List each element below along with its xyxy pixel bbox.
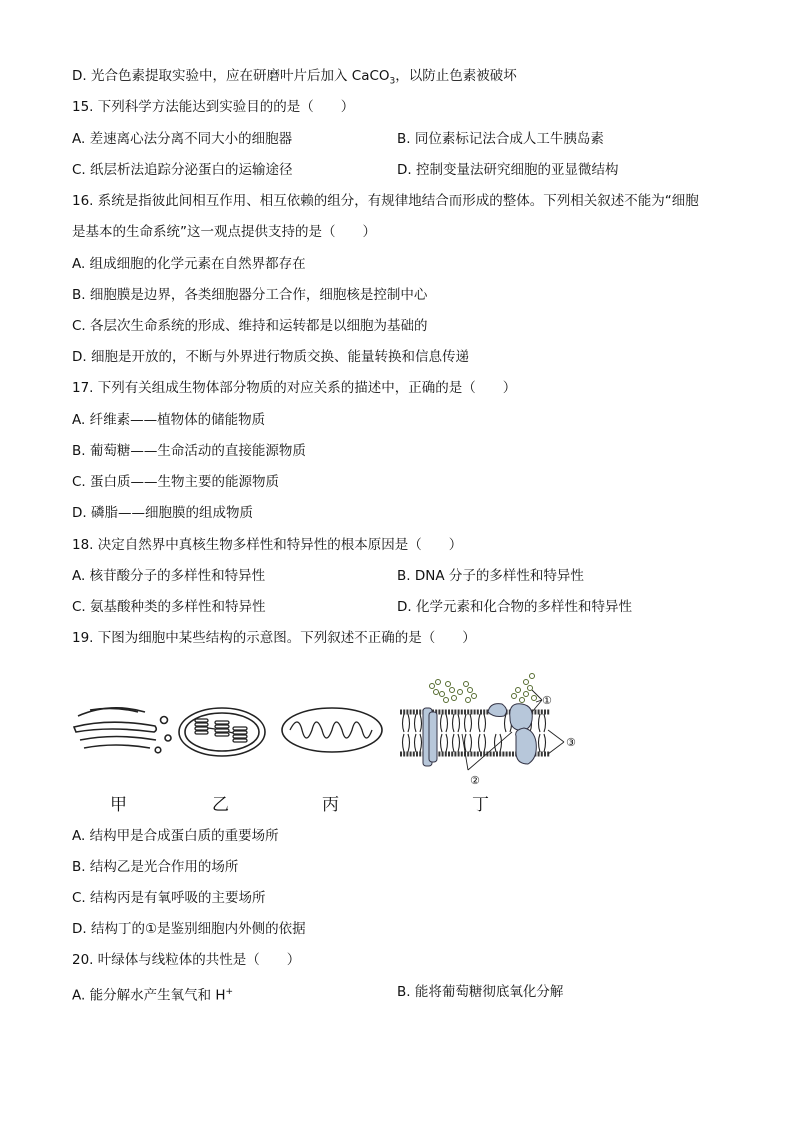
q16-stem-line2: 是基本的生命系统”这一观点提供支持的是（ ） bbox=[72, 224, 376, 240]
q14-option-d: D. 光合色素提取实验中，应在研磨叶片后加入 CaCO$_3$，以防止色素被破坏 bbox=[72, 68, 517, 87]
mitochondrion-drawing bbox=[282, 708, 382, 752]
q18-option-c: C. 氨基酸种类的多样性和特异性 bbox=[72, 599, 266, 615]
q19-option-d: D. 结构丁的①是鉴别细胞内外侧的依据 bbox=[72, 921, 306, 937]
cell-membrane-drawing bbox=[400, 674, 564, 771]
q18-stem: 18. 决定自然界中真核生物多样性和特异性的根本原因是（ ） bbox=[72, 537, 463, 553]
chloroplast-drawing bbox=[179, 708, 265, 756]
q20-stem: 20. 叶绿体与线粒体的共性是（ ） bbox=[72, 952, 301, 968]
q18-option-b: B. DNA 分子的多样性和特异性 bbox=[397, 568, 584, 584]
q16-option-c: C. 各层次生命系统的形成、维持和运转都是以细胞为基础的 bbox=[72, 318, 428, 334]
q16-option-a: A. 组成细胞的化学元素在自然界都存在 bbox=[72, 256, 306, 272]
q17-option-d: D. 磷脂——细胞膜的组成物质 bbox=[72, 505, 253, 521]
q17-option-b: B. 葡萄糖——生命活动的直接能源物质 bbox=[72, 443, 306, 459]
q15-option-a: A. 差速离心法分离不同大小的细胞器 bbox=[72, 131, 293, 147]
figure-label-yi: 乙 bbox=[212, 795, 229, 815]
q20-option-a: A. 能分解水产生氧气和 H+ bbox=[72, 987, 234, 1004]
q18-option-d: D. 化学元素和化合物的多样性和特异性 bbox=[397, 599, 632, 615]
q15-stem: 15. 下列科学方法能达到实验目的的是（ ） bbox=[72, 99, 355, 115]
q16-stem-line1: 16. 系统是指彼此间相互作用、相互依赖的组分，有规律地结合而形成的整体。下列相关叙述不能为“细胞 bbox=[72, 193, 699, 209]
callout-3: ③ bbox=[566, 736, 576, 749]
q19-option-a: A. 结构甲是合成蛋白质的重要场所 bbox=[72, 828, 279, 844]
q19-option-c: C. 结构丙是有氧呼吸的主要场所 bbox=[72, 890, 266, 906]
q17-option-c: C. 蛋白质——生物主要的能源物质 bbox=[72, 474, 280, 490]
q17-option-a: A. 纤维素——植物体的储能物质 bbox=[72, 412, 266, 428]
q15-option-d: D. 控制变量法研究细胞的亚显微结构 bbox=[397, 162, 619, 178]
q16-option-b: B. 细胞膜是边界，各类细胞器分工合作，细胞核是控制中心 bbox=[72, 287, 428, 303]
figure-label-bing: 丙 bbox=[322, 795, 339, 815]
q17-stem: 17. 下列有关组成生物体部分物质的对应关系的描述中，正确的是（ ） bbox=[72, 380, 517, 396]
q16-option-d: D. 细胞是开放的，不断与外界进行物质交换、能量转换和信息传递 bbox=[72, 349, 469, 365]
figure-label-jia: 甲 bbox=[110, 795, 127, 815]
figure-label-ding: 丁 bbox=[472, 795, 489, 815]
q20-option-b: B. 能将葡萄糖彻底氧化分解 bbox=[397, 984, 564, 1000]
q18-option-a: A. 核苷酸分子的多样性和特异性 bbox=[72, 568, 266, 584]
callout-2: ② bbox=[470, 774, 480, 787]
golgi-apparatus-drawing bbox=[74, 708, 171, 753]
q19-stem: 19. 下图为细胞中某些结构的示意图。下列叙述不正确的是（ ） bbox=[72, 630, 476, 646]
q19-option-b: B. 结构乙是光合作用的场所 bbox=[72, 859, 239, 875]
q15-option-c: C. 纸层析法追踪分泌蛋白的运输途径 bbox=[72, 162, 293, 178]
q15-option-b: B. 同位素标记法合成人工牛胰岛素 bbox=[397, 131, 604, 147]
callout-1: ① bbox=[542, 694, 552, 707]
